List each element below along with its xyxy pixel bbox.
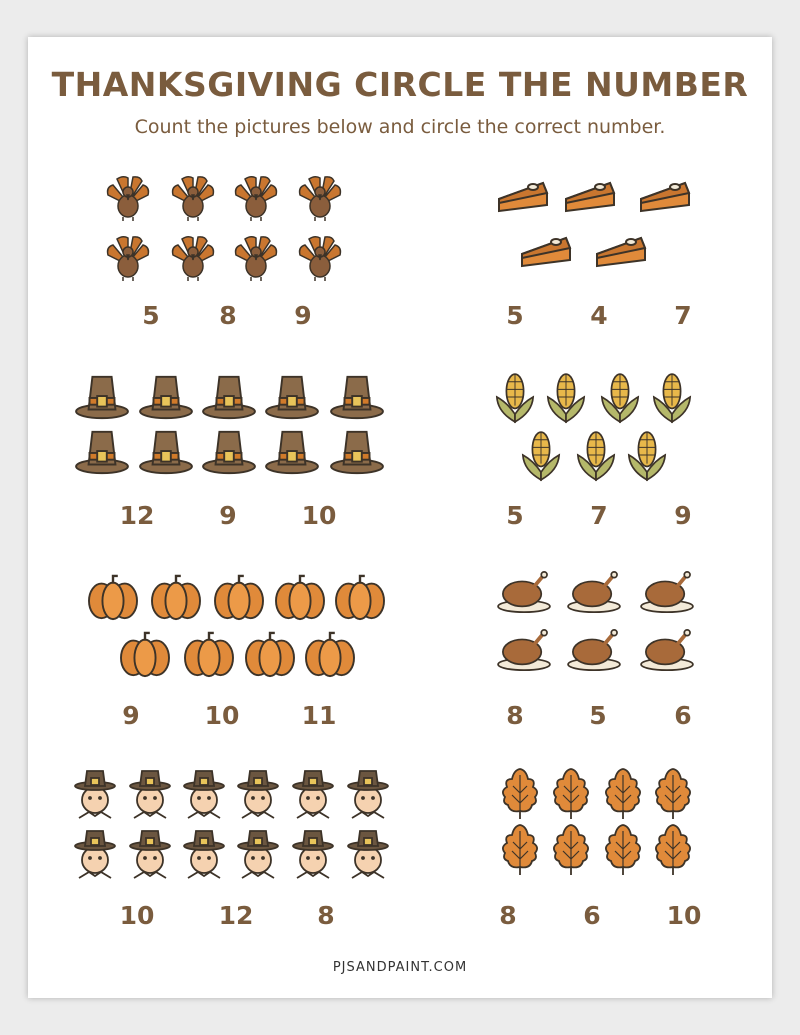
oak-leaf-icon	[603, 767, 643, 823]
pumpkin-icon	[273, 574, 327, 622]
corn-icon	[545, 370, 587, 424]
pilgrim-boy-icon	[236, 830, 280, 880]
corn-icon	[626, 428, 668, 482]
answer-option[interactable]: 4	[590, 301, 608, 330]
pumpkin-icon	[149, 574, 203, 622]
pumpkin-icon	[212, 574, 266, 622]
worksheet	[28, 37, 772, 998]
pilgrim-hat-icon	[328, 373, 386, 421]
pilgrim-boy-icon	[182, 770, 226, 820]
pie-slice-icon	[495, 175, 551, 215]
turkey-icon	[103, 173, 153, 223]
pilgrim-boy-icon	[128, 770, 172, 820]
turkey-icon	[103, 233, 153, 283]
footer-website: PJSANDPAINT.COM	[332, 960, 468, 975]
corn-icon	[599, 370, 641, 424]
oak-leaf-icon	[603, 823, 643, 879]
roast-turkey-icon	[565, 626, 623, 674]
answer-option[interactable]: 8	[317, 901, 335, 930]
answer-option[interactable]: 9	[122, 701, 140, 730]
corn-icon	[651, 370, 693, 424]
pumpkin-icon	[303, 631, 357, 679]
oak-leaf-icon	[551, 767, 591, 823]
corn-icon	[575, 428, 617, 482]
pilgrim-hat-icon	[200, 428, 258, 476]
answer-option[interactable]: 9	[294, 301, 312, 330]
pilgrim-boy-icon	[236, 770, 280, 820]
answer-option[interactable]: 8	[219, 301, 237, 330]
pilgrim-hat-icon	[328, 428, 386, 476]
answer-option[interactable]: 7	[674, 301, 692, 330]
roast-turkey-icon	[495, 626, 553, 674]
turkey-icon	[168, 173, 218, 223]
roast-turkey-icon	[495, 568, 553, 616]
pilgrim-hat-icon	[73, 428, 131, 476]
pilgrim-boy-icon	[291, 830, 335, 880]
answer-option[interactable]: 7	[590, 501, 608, 530]
answer-option[interactable]: 11	[301, 701, 337, 730]
oak-leaf-icon	[500, 767, 540, 823]
pumpkin-icon	[243, 631, 297, 679]
answer-option[interactable]: 5	[142, 301, 160, 330]
pilgrim-boy-icon	[73, 770, 117, 820]
answer-option[interactable]: 12	[218, 901, 254, 930]
answer-option[interactable]: 8	[499, 901, 517, 930]
pumpkin-icon	[182, 631, 236, 679]
answer-option[interactable]: 10	[666, 901, 702, 930]
pumpkin-icon	[118, 631, 172, 679]
pilgrim-boy-icon	[128, 830, 172, 880]
pilgrim-hat-icon	[137, 428, 195, 476]
pilgrim-boy-icon	[182, 830, 226, 880]
answer-option[interactable]: 5	[506, 301, 524, 330]
pilgrim-hat-icon	[137, 373, 195, 421]
pie-slice-icon	[637, 175, 693, 215]
corn-icon	[494, 370, 536, 424]
pie-slice-icon	[593, 230, 649, 270]
pumpkin-icon	[86, 574, 140, 622]
pilgrim-hat-icon	[200, 373, 258, 421]
roast-turkey-icon	[565, 568, 623, 616]
pilgrim-boy-icon	[346, 770, 390, 820]
answer-option[interactable]: 10	[119, 901, 155, 930]
turkey-icon	[295, 173, 345, 223]
pilgrim-hat-icon	[263, 373, 321, 421]
pie-slice-icon	[562, 175, 618, 215]
pie-slice-icon	[518, 230, 574, 270]
answer-option[interactable]: 5	[589, 701, 607, 730]
instructions: Count the pictures below and circle the correct number.	[134, 116, 666, 138]
pilgrim-hat-icon	[73, 373, 131, 421]
turkey-icon	[231, 233, 281, 283]
answer-option[interactable]: 6	[674, 701, 692, 730]
answer-option[interactable]: 10	[204, 701, 240, 730]
corn-icon	[520, 428, 562, 482]
roast-turkey-icon	[638, 568, 696, 616]
pilgrim-boy-icon	[73, 830, 117, 880]
oak-leaf-icon	[653, 823, 693, 879]
answer-option[interactable]: 10	[301, 501, 337, 530]
turkey-icon	[295, 233, 345, 283]
oak-leaf-icon	[500, 823, 540, 879]
answer-option[interactable]: 8	[506, 701, 524, 730]
pumpkin-icon	[333, 574, 387, 622]
oak-leaf-icon	[551, 823, 591, 879]
roast-turkey-icon	[638, 626, 696, 674]
page-title: THANKSGIVING CIRCLE THE NUMBER	[51, 65, 749, 104]
oak-leaf-icon	[653, 767, 693, 823]
answer-option[interactable]: 5	[506, 501, 524, 530]
pilgrim-boy-icon	[346, 830, 390, 880]
turkey-icon	[231, 173, 281, 223]
pilgrim-hat-icon	[263, 428, 321, 476]
answer-option[interactable]: 9	[219, 501, 237, 530]
answer-option[interactable]: 12	[119, 501, 155, 530]
answer-option[interactable]: 9	[674, 501, 692, 530]
answer-option[interactable]: 6	[583, 901, 601, 930]
pilgrim-boy-icon	[291, 770, 335, 820]
turkey-icon	[168, 233, 218, 283]
